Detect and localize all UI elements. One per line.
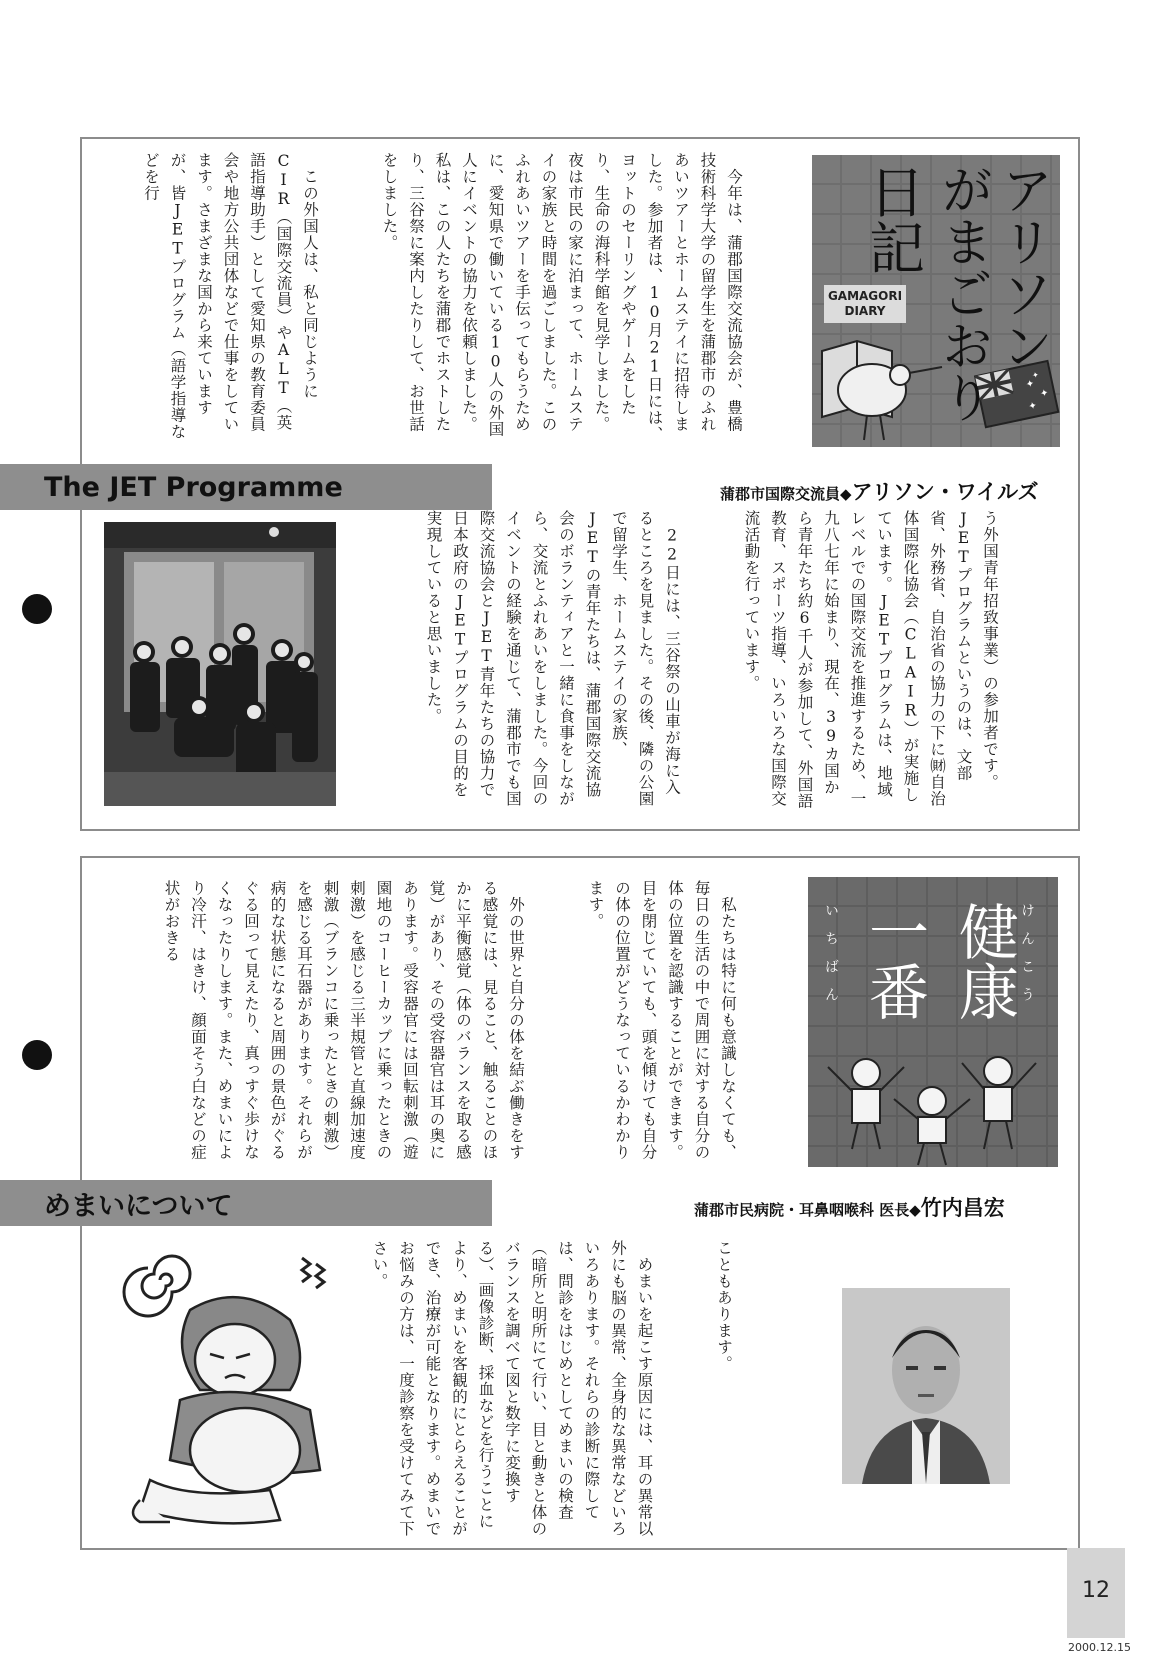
article2-paragraph: こともあります。 bbox=[715, 1240, 733, 1372]
byline-article1 bbox=[720, 476, 1038, 506]
article2-paragraph: 私たちは特に何も意識しなくても、毎日の生活の中で周囲に対する自分の体の位置を認識することができます。目を閉じていても、頭を傾けても自分の体の位置がどうなっているかわかります。 bbox=[586, 880, 737, 1161]
title-line-3: 日記 bbox=[860, 163, 925, 275]
article1-body-bottom bbox=[346, 510, 1056, 810]
issue-date: 2000.12.15 bbox=[1068, 1641, 1131, 1654]
byline-mark: ◆ bbox=[840, 485, 852, 503]
binder-hole-top bbox=[22, 594, 52, 624]
title-sub-label: GAMAGORI DIARY bbox=[824, 285, 906, 323]
svg-text:✦: ✦ bbox=[1039, 387, 1050, 401]
title-box-kenko-ichiban bbox=[808, 877, 1058, 1167]
title-ichiban: 一番 bbox=[859, 901, 929, 1021]
doctor-portrait-image bbox=[842, 1288, 1010, 1484]
article1-paragraph: この外国人は、私と同じようにCIR（国際交流員）やALT（英語指導助手）として愛知県の教育委員会や地方公共団体などで仕事をしています。さまざまな国から来ていますが、皆JETプログラム（語学指導などを行 bbox=[142, 152, 319, 440]
section-band-memai bbox=[0, 1180, 492, 1226]
article2-body-bottom bbox=[370, 1240, 790, 1540]
dizzy-person-illustration bbox=[110, 1250, 350, 1530]
byline-name: 竹内昌宏 bbox=[920, 1196, 1005, 1220]
section-label-jet: The JET Programme bbox=[44, 471, 343, 503]
group-photo bbox=[104, 522, 336, 806]
svg-text:✦: ✦ bbox=[1031, 370, 1040, 381]
page-number-tab bbox=[1067, 1548, 1125, 1638]
byline-org: 蒲郡市民病院・耳鼻咽喉科 医長 bbox=[694, 1201, 910, 1219]
byline-name: アリソン・ワイルズ bbox=[851, 480, 1039, 504]
article2-body-top bbox=[106, 880, 794, 1172]
section-label-memai: めまいについて bbox=[44, 1190, 233, 1222]
title-box-gamagori-diary bbox=[812, 155, 1060, 447]
article2-paragraph: めまいを起こす原因には、耳の異常以外にも脳の異常、全身的な異常などいろいろあります。それらの診断に際しては、問診をはじめとしてめまいの検査（暗所と明所にて行い、目と動きと体のバランスを調べて図と数字に変換する）、画像診断、採血などを行うことにより、めまいを客観的にとらえることができ、治療が可能となります。めまいでお悩みの方は、一度診察を受けてみて下さい。 bbox=[370, 1240, 654, 1537]
dizzy-person-icon bbox=[110, 1250, 350, 1530]
article2-paragraph: 外の世界と自分の体を結ぶ働きをする感覚には、見ること、触ることのほかに平衡感覚（体のバランスを取る感覚）があり、その受容器官は耳の奥にあります。受容器官には回転刺激（遊園地のコーヒーカップに乗ったときの刺激）を感じる三半規管と直線加速度刺激（ブランコに乗ったときの刺激）を感じる耳石器があります。それらが病的な状態になると周囲の景色がぐるぐる回って見えたり、真っすぐ歩けなくなったりします。また、めまいにより冷汗、はきけ、顔面そう白などの症状がおきる bbox=[162, 880, 525, 1161]
article1-paragraph: 今年は、蒲郡国際交流協会が、豊橋技術科学大学の留学生を蒲郡市のふれあいツアーとホームステイに招待しました。参加者は、10月21日には、ヨットのセーリングやゲームをしたり、生命の海科学館を見学しました。夜は市民の家に泊まって、ホームステイの家族と時間を過ごしました。このふれあいツアーを手伝ってもらうために、愛知県で働いている10人の外国人にイベントの協力を依頼しました。私は、この人たちを蒲郡でホストしたり、三谷祭に案内したりして、お世話をしました。 bbox=[380, 152, 743, 443]
article1-body-top bbox=[112, 152, 800, 444]
title-ruby-kenko: けんこう bbox=[1019, 903, 1035, 1015]
title-kenko: 健康 bbox=[949, 901, 1019, 1021]
title-line-2: がまごおり bbox=[932, 163, 992, 423]
title-line-1: アリソン bbox=[992, 163, 1052, 371]
byline-article2 bbox=[694, 1192, 1005, 1222]
page-number: 12 bbox=[1082, 1578, 1110, 1603]
svg-text:✦: ✦ bbox=[1027, 400, 1039, 413]
article1-paragraph: 22日には、三谷祭の山車が海に入るところを見ました。その後、隣の公園で留学生、ホームステイの家族、JETの青年たちは、蒲郡国際交流協会のボランティアと一緒に食事をしながら、交流とふれあいをしました。今回のイベントの経験を通じて、蒲郡市でも国際交流協会とJET青年たちの協力で日本政府のJETプログラムの目的を実現していると思いました。 bbox=[424, 510, 681, 807]
section-band-jet bbox=[0, 464, 492, 510]
byline-org: 蒲郡市国際交流員 bbox=[720, 485, 841, 503]
byline-mark: ◆ bbox=[909, 1201, 921, 1219]
svg-text:✦: ✦ bbox=[1024, 378, 1036, 391]
title-ruby-ichiban: いちばん bbox=[823, 903, 839, 1015]
binder-hole-bottom bbox=[22, 1040, 52, 1070]
doctor-portrait-photo bbox=[842, 1288, 1010, 1484]
article1-paragraph: う外国青年招致事業）の参加者です。JETプログラムというのは、文部省、外務省、自治省の協力の下に㈶自治体国際化協会（CLAIR）が実施しています。JETプログラムは、地域レベルでの国際交流を推進するため、一九八七年に始まり、現在、39カ国から青年たち約6千人が参加して、外国語教育、スポーツ指導、いろいろな国際交流活動を行っています。 bbox=[742, 510, 999, 810]
group-photo-image bbox=[104, 522, 336, 806]
